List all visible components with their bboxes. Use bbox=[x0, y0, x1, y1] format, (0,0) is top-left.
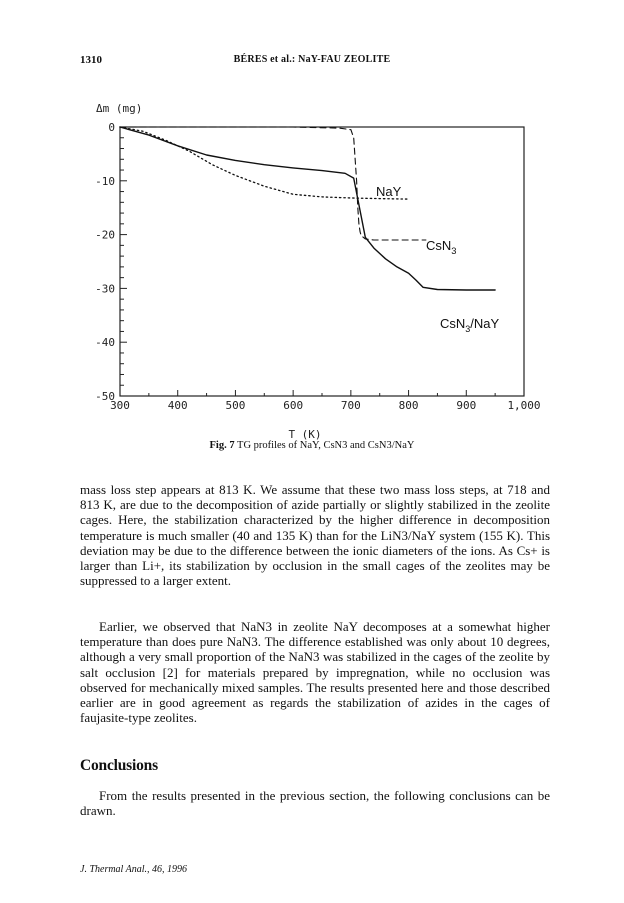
x-tick-label: 500 bbox=[225, 399, 246, 412]
x-tick-label: 400 bbox=[167, 399, 188, 412]
x-tick-label: 300 bbox=[110, 399, 130, 412]
y-axis-label: Δm (mg) bbox=[96, 102, 143, 115]
x-tick-label: 1,000 bbox=[507, 399, 541, 412]
series-lines bbox=[120, 127, 495, 290]
plot-frame bbox=[120, 127, 524, 396]
section-title-conclusions: Conclusions bbox=[80, 757, 158, 774]
tg-chart bbox=[0, 90, 624, 440]
x-tick-label: 900 bbox=[456, 399, 477, 412]
x-axis-label: T (K) bbox=[288, 428, 322, 440]
x-ticks bbox=[110, 390, 541, 412]
page-number: 1310 bbox=[80, 54, 102, 66]
y-tick-label: -30 bbox=[95, 282, 115, 296]
x-tick-label: 800 bbox=[398, 399, 419, 412]
page-header bbox=[0, 54, 624, 70]
y-tick-label: -50 bbox=[95, 390, 115, 403]
series-label-csn3-nay: CsN$_3$/NaY bbox=[440, 316, 500, 334]
series-label-csn3: CsN$_3$ bbox=[426, 238, 457, 256]
running-title: BÉRES et al.: NaY-FAU ZEOLITE bbox=[233, 54, 391, 65]
y-tick-label: 0 bbox=[108, 121, 115, 134]
x-tick-label: 600 bbox=[283, 399, 304, 412]
x-tick-label: 700 bbox=[340, 399, 361, 412]
figure-caption bbox=[0, 440, 624, 451]
y-tick-label: -20 bbox=[95, 228, 115, 242]
paragraph-1: mass loss step appears at 813 K. We assume that these two mass loss steps, at 718 and 813 K, are due to the decomposition of azide partially or slightly stabilized in the zeolite cages. Here, the stabilization characterized by the higher difference in decomposition temperature is much smaller (40 and 135 K) than for the LiN3/NaY system (155 K). This deviation may be due to the difference between the ionic diameters of the ions. As Cs+ is larger than Li+, its stabilization by occlusion in the small cages of the zeolites may be suppressed to a larger extent. bbox=[80, 482, 550, 589]
caption-text: TG profiles of NaY, CsN3 and CsN3/NaY bbox=[237, 440, 415, 451]
paragraph-2: Earlier, we observed that NaN3 in zeolite NaY decomposes at a somewhat higher temperature than does pure NaN3. The difference established was only about 10 degrees, although a very small proportion of the NaN3 was stabilized in the cages of the zeolite by salt occlusion [2] for materials prepared by impregnation, while no occlusion was observed for mechanically mixed samples. The results presented here and those described earlier are in good agreement as regards the stabilization of azides in the cages of faujasite-type zeolites. bbox=[80, 619, 550, 726]
series-label-nay: NaY bbox=[376, 184, 402, 199]
plot-border bbox=[120, 127, 524, 396]
caption-label: Fig. 7 bbox=[209, 440, 235, 451]
y-tick-label: -40 bbox=[95, 336, 115, 350]
series-line-csn3-nay bbox=[120, 127, 495, 290]
footer-citation: J. Thermal Anal., 46, 1996 bbox=[80, 864, 188, 875]
series-line-nay bbox=[120, 127, 409, 199]
paragraph-3: From the results presented in the previous section, the following conclusions can be drawn. bbox=[80, 788, 550, 819]
y-tick-label: -10 bbox=[95, 174, 115, 188]
y-ticks bbox=[95, 121, 127, 403]
